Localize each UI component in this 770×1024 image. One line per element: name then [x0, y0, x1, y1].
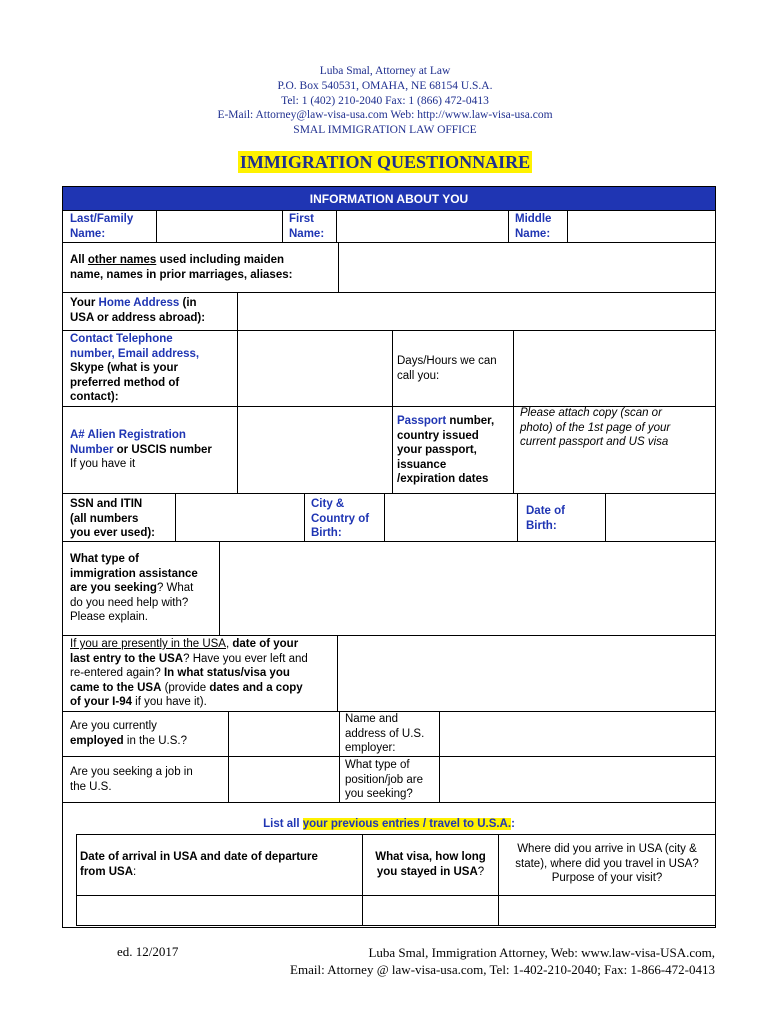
middle-name-label: Middle Name:: [515, 213, 552, 240]
letterhead-name: Luba Smal, Attorney at Law: [319, 65, 451, 77]
entries-row-purpose[interactable]: [498, 895, 716, 926]
assistance-label: What type of immigration assistance are you seeking? What do you need help with? Please explain.: [70, 553, 198, 624]
last-entry-label: If you are presently in the USA, date of your last entry to the USA? Have you ever left and re-entered again? In what status/visa you came to the USA (provide dates and a copy of your I-94 if you have it).: [70, 638, 308, 709]
entries-col-visa-label: What visa, how long you stayed in USA?: [375, 851, 486, 878]
section-header: [63, 187, 715, 211]
job-seek-label: Are you seeking a job in the U.S.: [70, 766, 193, 793]
last-name-label: Last/Family Name:: [70, 213, 134, 240]
letterhead-office: SMAL IMMIGRATION LAW OFFICE: [293, 124, 477, 136]
entries-col-purpose-label: Where did you arrive in USA (city & state), where did you travel in USA? Purpose of your visit?: [515, 843, 699, 885]
other-names-field[interactable]: [338, 242, 716, 293]
contact-label: Contact Telephone number, Email address, Skype (what is your preferred method of contact):: [70, 333, 200, 404]
date-of-birth-field[interactable]: [605, 493, 716, 542]
letterhead-phones: Tel: 1 (402) 210-2040 Fax: 1 (866) 472-0413: [281, 95, 489, 107]
last-entry-field[interactable]: [337, 635, 716, 712]
page-title: IMMIGRATION QUESTIONNAIRE: [239, 152, 531, 172]
employed-field[interactable]: [228, 711, 340, 757]
alien-number-label: A# Alien Registration Number or USCIS number If you have it: [70, 429, 212, 471]
job-type-label: What type of position/job are you seeking?: [345, 759, 423, 801]
title-wrap: [0, 151, 770, 173]
birth-place-label: City & Country of Birth:: [311, 498, 370, 540]
entries-heading: List all your previous entries / travel to U.S.A.:: [263, 818, 515, 830]
other-names-label: All other names used including maiden name, names in prior marriages, aliases:: [70, 254, 293, 281]
attach-passport-note: Please attach copy (scan or photo) of the 1st page of your current passport and US visa: [520, 407, 671, 449]
last-name-field[interactable]: [156, 210, 283, 243]
job-type-field[interactable]: [439, 756, 716, 803]
ssn-field[interactable]: [175, 493, 305, 542]
job-seek-field[interactable]: [228, 756, 340, 803]
footer-contact: Luba Smal, Immigration Attorney, Web: www.law-visa-USA.com, Email: Attorney @ law-visa-usa.com, Tel: 1-402-210-2040; Fax: 1-866-472-0413: [290, 945, 715, 977]
middle-name-field[interactable]: [567, 210, 716, 243]
section-header-text: INFORMATION ABOUT YOU: [309, 192, 469, 206]
entries-row-visa[interactable]: [362, 895, 499, 926]
letterhead-email-web: E-Mail: Attorney@law-visa-usa.com Web: http://www.law-visa-usa.com: [217, 109, 553, 121]
entries-col-dates-label: Date of arrival in USA and date of departure from USA:: [80, 851, 318, 878]
first-name-field[interactable]: [336, 210, 509, 243]
passport-label: Passport number, country issued your passport, issuance /expiration dates: [397, 415, 495, 486]
footer-edition: ed. 12/2017: [117, 944, 179, 959]
letterhead-address: P.O. Box 540531, OMAHA, NE 68154 U.S.A.: [277, 80, 493, 92]
call-hours-label: Days/Hours we can call you:: [397, 355, 497, 382]
home-address-field[interactable]: [237, 292, 716, 331]
call-hours-field[interactable]: [513, 330, 716, 407]
alien-number-field[interactable]: [237, 406, 393, 494]
employer-label: Name and address of U.S. employer:: [345, 713, 425, 755]
entries-row-dates[interactable]: [76, 895, 363, 926]
employed-label: Are you currently employed in the U.S.?: [70, 720, 187, 747]
first-name-label: First Name:: [289, 213, 325, 240]
home-address-label: Your Home Address (in USA or address abroad):: [70, 297, 206, 324]
birth-place-field[interactable]: [384, 493, 518, 542]
employer-field[interactable]: [439, 711, 716, 757]
contact-field[interactable]: [237, 330, 393, 407]
ssn-label: SSN and ITIN (all numbers you ever used):: [70, 498, 155, 540]
assistance-field[interactable]: [219, 541, 716, 636]
date-of-birth-label: Date of Birth:: [526, 505, 565, 532]
